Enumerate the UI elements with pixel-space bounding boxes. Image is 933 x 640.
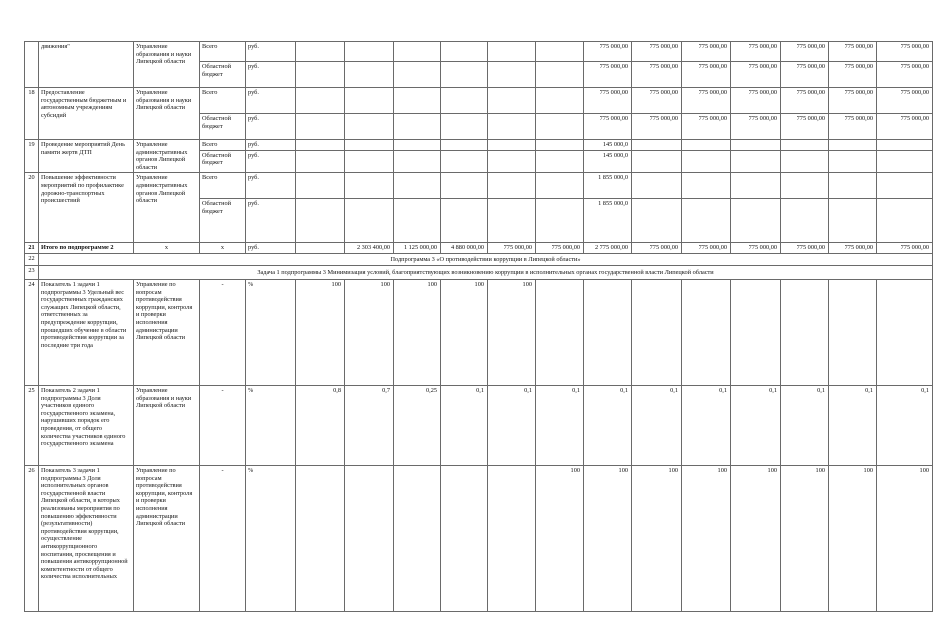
value-cell: 100 [345,279,394,385]
value-cell [441,62,488,88]
value-cell: 775 000,00 [829,88,877,114]
value-cell: 775 000,00 [632,88,682,114]
value-cell: 775 000,00 [682,114,731,140]
unit-cell: руб. [246,173,296,199]
executor-cell: Управление по вопросам противодействия коррупции, контроля и проверки исполнения администрации Липецкой области [134,465,200,611]
value-cell: 100 [829,465,877,611]
unit-cell: руб. [246,62,296,88]
value-cell: 0,7 [345,385,394,465]
value-cell: 0,1 [584,385,632,465]
value-cell: 0,1 [877,385,933,465]
value-cell: 100 [731,465,781,611]
section-heading: Задача 1 подпрограммы 3 Минимизация условий, благоприятствующих возникновению коррупции в исполнительных органах государственной власти Липецкой области [39,265,933,279]
table-row [25,279,933,385]
value-cell [488,199,536,243]
row-number: 23 [25,265,39,279]
value-cell [682,140,731,151]
value-cell [441,199,488,243]
value-cell [877,150,933,173]
value-cell: 775 000,00 [877,114,933,140]
value-cell [394,150,441,173]
value-cell [394,140,441,151]
value-cell: 775 000,00 [632,62,682,88]
value-cell [441,114,488,140]
table-row [25,465,933,611]
table-row [25,265,933,279]
unit-cell: % [246,465,296,611]
value-cell [488,88,536,114]
value-cell: 0,1 [536,385,584,465]
value-cell [345,114,394,140]
measure-name: Повышение эффективности мероприятий по профилактике дорожно-транспортных происшествий [39,173,134,243]
value-cell: 775 000,00 [781,88,829,114]
value-cell [345,465,394,611]
value-cell [296,199,345,243]
section-heading: Подпрограмма 3 «О противодействии коррупции в Липецкой области» [39,253,933,265]
value-cell [731,150,781,173]
value-cell [829,140,877,151]
value-cell: 775 000,00 [682,62,731,88]
value-cell: 100 [584,465,632,611]
value-cell [345,140,394,151]
measure-name: Итого по подпрограмме 2 [39,243,134,254]
funding-source: Всего [200,140,246,151]
value-cell [345,199,394,243]
value-cell [781,199,829,243]
value-cell [632,199,682,243]
value-cell [536,173,584,199]
value-cell: 0,1 [682,385,731,465]
value-cell [441,88,488,114]
value-cell [829,279,877,385]
row-number: 21 [25,243,39,254]
value-cell [632,173,682,199]
value-cell [536,150,584,173]
value-cell: 0,1 [632,385,682,465]
measure-name: Проведение мероприятий День памяти жертв ДТП [39,140,134,173]
value-cell: 100 [877,465,933,611]
value-cell [781,173,829,199]
value-cell: 1 125 000,00 [394,243,441,254]
row-number: 25 [25,385,39,465]
value-cell [536,62,584,88]
value-cell: 775 000,00 [877,88,933,114]
value-cell [345,62,394,88]
value-cell [682,150,731,173]
value-cell [632,150,682,173]
value-cell [441,140,488,151]
row-number: 20 [25,173,39,243]
executor-cell: Управление по вопросам противодействия коррупции, контроля и проверки исполнения администрации Липецкой области [134,279,200,385]
value-cell [441,173,488,199]
unit-cell: руб. [246,114,296,140]
value-cell [731,173,781,199]
table-row [25,88,933,114]
value-cell [781,140,829,151]
value-cell: 775 000,00 [584,114,632,140]
table-row [25,253,933,265]
unit-cell: руб. [246,243,296,254]
value-cell [345,150,394,173]
value-cell: 100 [781,465,829,611]
value-cell [394,62,441,88]
value-cell: 775 000,00 [584,62,632,88]
value-cell [829,199,877,243]
value-cell [345,88,394,114]
measure-name: движения" [39,42,134,88]
value-cell [345,42,394,62]
table-row [25,243,933,254]
value-cell [394,42,441,62]
value-cell [536,114,584,140]
value-cell: 775 000,00 [731,42,781,62]
value-cell [441,465,488,611]
unit-cell: руб. [246,42,296,62]
row-number: 19 [25,140,39,173]
value-cell [296,465,345,611]
budget-table-sheet [24,41,929,612]
value-cell: 0,1 [441,385,488,465]
measure-name: Показатель 1 задачи 1 подпрограммы 3 Удельный вес государственных гражданских служащих Липецкой области, ответственных за предупреждение коррупции, прошедших обучение в области противодействия коррупции за последние три года [39,279,134,385]
value-cell: 100 [441,279,488,385]
value-cell: 775 000,00 [829,42,877,62]
value-cell [632,140,682,151]
funding-source: Всего [200,42,246,62]
value-cell [488,114,536,140]
value-cell: 1 855 000,0 [584,199,632,243]
row-number [25,42,39,88]
value-cell: 1 855 000,0 [584,173,632,199]
budget-table [24,41,933,612]
value-cell [536,140,584,151]
value-cell [296,88,345,114]
value-cell: 775 000,00 [829,114,877,140]
value-cell: 100 [394,279,441,385]
executor-cell: Управление административных органов Липецкой области [134,173,200,243]
funding-source: Областной бюджет [200,114,246,140]
value-cell [731,199,781,243]
unit-cell: руб. [246,150,296,173]
row-number: 24 [25,279,39,385]
value-cell [394,199,441,243]
funding-source: - [200,385,246,465]
value-cell: 775 000,00 [682,243,731,254]
value-cell [488,465,536,611]
value-cell [877,173,933,199]
unit-cell: руб. [246,199,296,243]
value-cell: 775 000,00 [536,243,584,254]
funding-source: Областной бюджет [200,62,246,88]
value-cell: 0,1 [781,385,829,465]
value-cell: 775 000,00 [731,88,781,114]
value-cell [488,62,536,88]
value-cell: 775 000,00 [488,243,536,254]
value-cell: 775 000,00 [781,243,829,254]
table-row [25,140,933,151]
value-cell [441,42,488,62]
executor-cell: Управление образования и науки Липецкой области [134,385,200,465]
value-cell: 775 000,00 [781,42,829,62]
unit-cell: руб. [246,88,296,114]
value-cell [488,173,536,199]
unit-cell: % [246,385,296,465]
value-cell [296,42,345,62]
table-row [25,173,933,199]
value-cell: 145 000,0 [584,150,632,173]
measure-name: Показатель 2 задачи 1 подпрограммы 3 Доля участников единого государственного экзамена, нарушивших порядок его проведения, от общего количества участников единого государственного экзамена [39,385,134,465]
value-cell: 0,25 [394,385,441,465]
value-cell: 2 303 400,00 [345,243,394,254]
value-cell [296,150,345,173]
value-cell: 775 000,00 [731,243,781,254]
measure-name: Предоставление государственным бюджетным и автономным учреждениям субсидий [39,88,134,140]
value-cell: 775 000,00 [632,243,682,254]
value-cell: 775 000,00 [877,42,933,62]
value-cell: 0,8 [296,385,345,465]
value-cell: 775 000,00 [682,42,731,62]
value-cell: 100 [296,279,345,385]
value-cell [345,173,394,199]
executor-cell: Управление административных органов Липецкой области [134,140,200,173]
value-cell [781,279,829,385]
funding-source: Областной бюджет [200,150,246,173]
value-cell: 100 [682,465,731,611]
unit-cell: руб. [246,140,296,151]
executor-cell: х [134,243,200,254]
value-cell [394,173,441,199]
funding-source: Всего [200,173,246,199]
value-cell [296,243,345,254]
value-cell [731,279,781,385]
value-cell [731,140,781,151]
value-cell: 100 [488,279,536,385]
value-cell: 775 000,00 [781,114,829,140]
table-row [25,42,933,62]
value-cell: 100 [536,465,584,611]
value-cell [536,88,584,114]
funding-source: Областной бюджет [200,199,246,243]
value-cell [488,42,536,62]
value-cell: 0,1 [488,385,536,465]
value-cell [781,150,829,173]
value-cell: 4 880 000,00 [441,243,488,254]
value-cell [877,279,933,385]
value-cell [394,114,441,140]
value-cell [488,150,536,173]
table-row [25,385,933,465]
value-cell: 775 000,00 [829,243,877,254]
value-cell: 0,1 [731,385,781,465]
value-cell [441,150,488,173]
value-cell [536,42,584,62]
funding-source: х [200,243,246,254]
value-cell [296,62,345,88]
value-cell: 775 000,00 [632,42,682,62]
value-cell [536,199,584,243]
value-cell: 0,1 [829,385,877,465]
value-cell [296,140,345,151]
row-number: 26 [25,465,39,611]
funding-source: - [200,279,246,385]
value-cell [488,140,536,151]
value-cell: 775 000,00 [829,62,877,88]
executor-cell: Управление образования и науки Липецкой области [134,42,200,88]
value-cell [632,279,682,385]
value-cell [296,114,345,140]
value-cell [877,199,933,243]
value-cell [394,88,441,114]
value-cell: 775 000,00 [877,62,933,88]
row-number: 22 [25,253,39,265]
value-cell [584,279,632,385]
value-cell: 775 000,00 [731,62,781,88]
value-cell: 100 [632,465,682,611]
value-cell [682,173,731,199]
measure-name: Показатель 3 задачи 1 подпрограммы 3 Доля исполнительных органов государственной власти Липецкой области, в которых реализованы мероприятия по повышению эффективности (результативности) противодействия коррупции, осуществление антикоррупционного воспитания, просвещения и повышения антикоррупционной компетентности от общего количества исполнительных [39,465,134,611]
value-cell [829,150,877,173]
value-cell: 145 000,0 [584,140,632,151]
funding-source: Всего [200,88,246,114]
unit-cell: % [246,279,296,385]
value-cell [829,173,877,199]
value-cell: 775 000,00 [682,88,731,114]
row-number: 18 [25,88,39,140]
value-cell: 775 000,00 [731,114,781,140]
executor-cell: Управление образования и науки Липецкой области [134,88,200,140]
value-cell: 775 000,00 [877,243,933,254]
value-cell: 775 000,00 [584,42,632,62]
value-cell: 775 000,00 [584,88,632,114]
table-body [25,42,933,612]
value-cell [682,279,731,385]
value-cell: 2 775 000,00 [584,243,632,254]
value-cell [536,279,584,385]
value-cell [682,199,731,243]
value-cell [877,140,933,151]
value-cell: 775 000,00 [781,62,829,88]
value-cell [394,465,441,611]
value-cell: 775 000,00 [632,114,682,140]
funding-source: - [200,465,246,611]
value-cell [296,173,345,199]
